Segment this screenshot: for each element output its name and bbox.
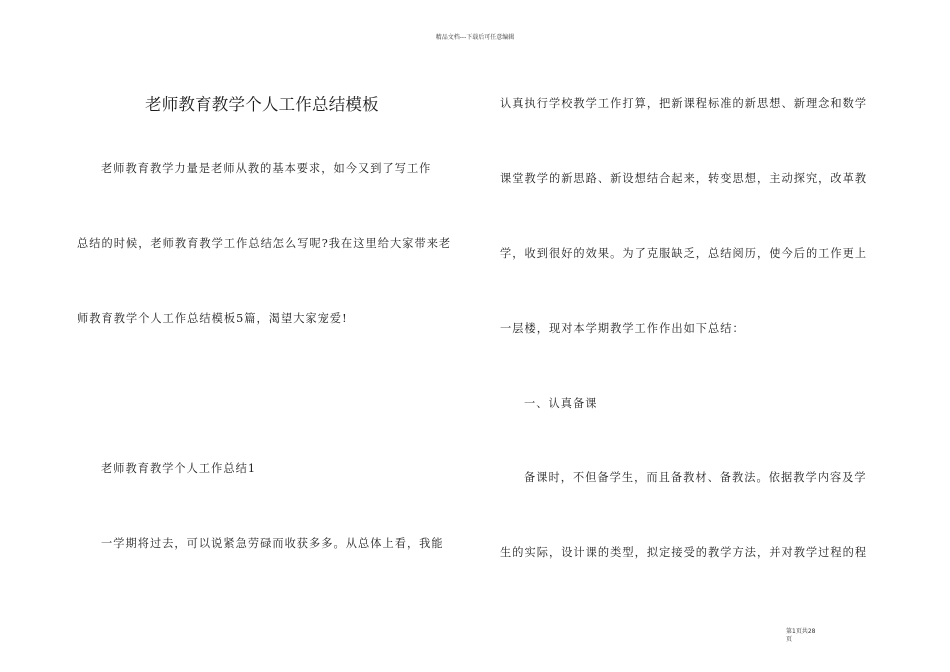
right-paragraph-line-3: 学，收到很好的效果。为了克服缺乏，总结阅历，使今后的工作更上 (500, 247, 868, 260)
right-paragraph-line-2: 课堂教学的新思路、新设想结合起来，转变思想，主动探究，改革教 (500, 172, 868, 185)
left-paragraph-line-2: 总结的时候，老师教育教学工作总结怎么写呢?我在这里给大家带来老 (77, 237, 452, 250)
right-paragraph-line-1: 认真执行学校教学工作打算，把新课程标准的新思想、新理念和数学 (500, 97, 868, 110)
section-heading: 老师教育教学个人工作总结1 (101, 462, 257, 475)
page-header: 精品文档---下载后可任意编辑 (435, 34, 515, 41)
subsection-heading: 一、认真备课 (524, 397, 598, 410)
left-paragraph-line-5: 一学期将过去，可以说紧急劳碌而收获多多。从总体上看，我能 (101, 537, 444, 550)
page-number-line-1: 第1页共28 (786, 628, 816, 635)
left-paragraph-line-1: 老师教育教学力量是老师从教的基本要求，如今又到了写工作 (101, 162, 432, 175)
right-paragraph-line-6: 备课时，不但备学生，而且备教材、备教法。依据教学内容及学 (524, 471, 867, 484)
page-number (786, 628, 815, 644)
document-title: 老师教育教学个人工作总结模板 (145, 95, 379, 114)
page-number-line-2: 页 (786, 636, 793, 643)
right-paragraph-line-4: 一层楼，现对本学期教学工作作出如下总结： (500, 322, 745, 335)
left-paragraph-line-3: 师教育教学个人工作总结模板5篇，渴望大家宠爱! (77, 312, 348, 325)
right-paragraph-line-7: 生的实际，设计课的类型，拟定接受的教学方法，并对教学过程的程 (500, 546, 868, 559)
